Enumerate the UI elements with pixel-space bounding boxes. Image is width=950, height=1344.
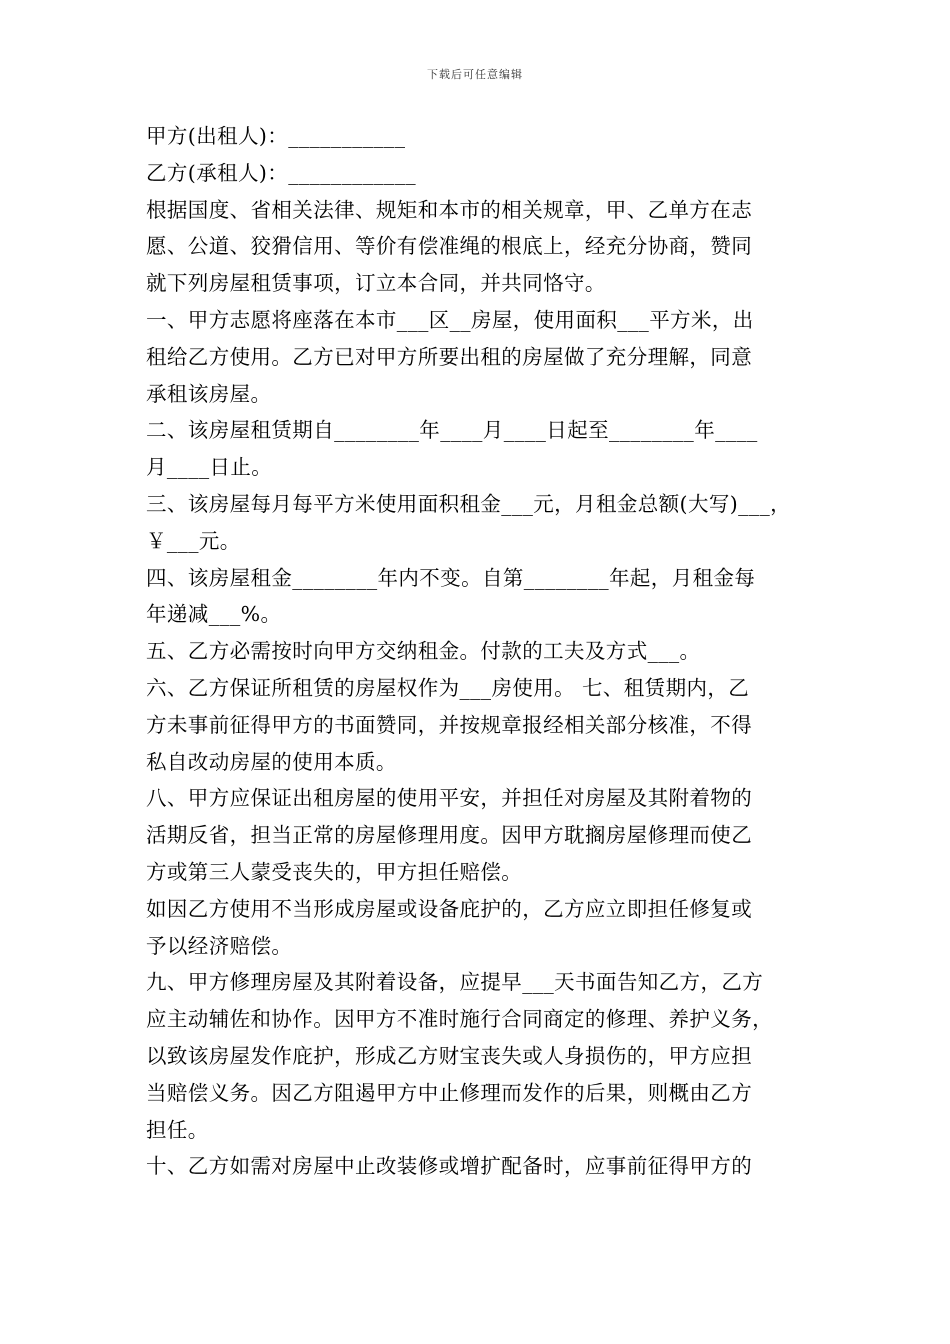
text-line: 乙方(承租人)：____________ — [146, 160, 416, 185]
text-line: 二、该房屋租赁期自________年____月____日起至________年____ — [146, 418, 758, 443]
text-line: 如因乙方使用不当形成房屋或设备庇护的，乙方应立即担任修复或 — [146, 896, 753, 921]
text-line: 私自改动房屋的使用本质。 — [146, 749, 397, 774]
text-line: 六、乙方保证所租赁的房屋权作为___房使用。 七、租赁期内，乙 — [146, 675, 750, 700]
text-line: 甲方(出租人)：___________ — [146, 124, 406, 148]
text-line: 月____日止。 — [146, 455, 273, 480]
text-line: ￥___元。 — [146, 528, 241, 553]
text-line: 方或第三人蒙受丧失的，甲方担任赔偿。 — [146, 859, 523, 884]
page-header-note: 下载后可任意编辑 — [427, 68, 523, 81]
text-line: 九、甲方修理房屋及其附着设备，应提早___天书面告知乙方，乙方 — [146, 970, 764, 995]
text-line: 五、乙方必需按时向甲方交纳租金。付款的工夫及方式___。 — [146, 639, 701, 664]
text-line: 愿、公道、狡猾信用、等价有偿准绳的根底上，经充分协商，赞同 — [146, 234, 753, 259]
text-line: 方未事前征得甲方的书面赞同，并按规章报经相关部分核准，不得 — [146, 712, 753, 737]
text-line: 年递减___%。 — [146, 602, 282, 627]
text-line: 以致该房屋发作庇护，形成乙方财宝丧失或人身损伤的，甲方应担 — [146, 1043, 753, 1068]
text-line: 应主动辅佐和协作。因甲方不准时施行合同商定的修理、养护义务， — [146, 1007, 773, 1032]
text-line: 就下列房屋租赁事项，订立本合同，并共同恪守。 — [146, 271, 606, 296]
text-line: 十、乙方如需对房屋中止改装修或增扩配备时，应事前征得甲方的 — [146, 1154, 753, 1179]
document-body — [146, 118, 816, 1185]
text-line: 租给乙方使用。乙方已对甲方所要出租的房屋做了充分理解，同意 — [146, 344, 753, 369]
text-line: 承租该房屋。 — [146, 381, 272, 406]
text-line: 四、该房屋租金________年内不变。自第________年起，月租金每 — [146, 565, 756, 590]
text-line: 活期反省，担当正常的房屋修理用度。因甲方耽搁房屋修理而使乙 — [146, 823, 753, 848]
text-line: 三、该房屋每月每平方米使用面积租金___元，月租金总额(大写)___， — [146, 491, 791, 516]
text-line: 八、甲方应保证出租房屋的使用平安，并担任对房屋及其附着物的 — [146, 786, 753, 811]
text-line: 一、甲方志愿将座落在本市___区__房屋，使用面积___平方米，出 — [146, 307, 754, 332]
text-line: 根据国度、省相关法律、规矩和本市的相关规章，甲、乙单方在志 — [146, 197, 753, 222]
text-line: 担任。 — [146, 1117, 209, 1142]
text-line: 予以经济赔偿。 — [146, 933, 293, 958]
text-line: 当赔偿义务。因乙方阻遏甲方中止修理而发作的后果，则概由乙方 — [146, 1080, 753, 1105]
